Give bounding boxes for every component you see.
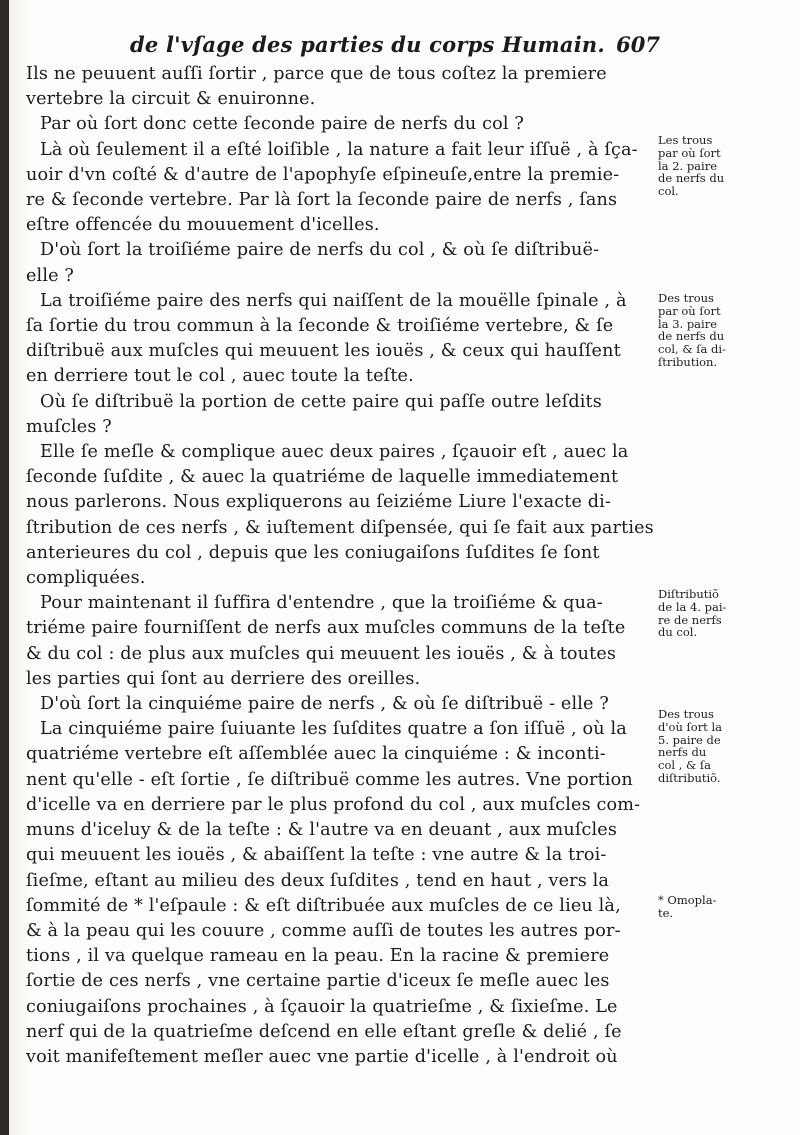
margin-note-third-pair [658,292,742,369]
page-number: 607 [616,32,660,57]
text-line: ſtribution de ces nerfs , & iuſtement diſpensée, qui ſe fait aux parties [26,517,654,538]
text-line: qui meuuent les iouës , & abaiſſent la teſte : vne autre & la troi- [26,845,607,866]
note-line: de la 4. pai- [658,599,727,614]
note-line: nerfs du [658,745,707,760]
text-line: & à la peau qui les couure , comme auſſi de toutes les autres por- [26,920,621,941]
text-line: voit manifeſtement meſler auec vne partie d'icelle , à l'endroit où [26,1046,618,1067]
text-line: anterieures du col , depuis que les coniugaiſons ſuſdites ſe ſont [26,542,600,563]
note-line: Des trous [658,707,714,721]
note-line: de nerfs du [658,171,725,186]
note-line: 5. paire de [658,732,721,747]
note-line: col. [658,184,679,199]
question-line: D'où ſort la troiſiéme paire de nerfs du col , & où ſe diſtribuë- [40,240,600,261]
margin-note-fourth-pair [658,588,742,639]
text-line: ſeconde ſuſdite , & auec la quatriéme de laquelle immediatement [26,467,619,488]
note-line: * Omopla- [658,893,717,907]
margin-note-fifth-pair [658,708,742,785]
note-line: par où ſort [658,303,721,318]
text-line: en derriere tout le col , auec toute la teſte. [26,366,414,387]
text-line: uoir d'vn coſté & d'autre de l'apophyſe eſpineuſe,entre la premie- [26,164,620,185]
text-line: ſa ſortie du trou commun à la ſeconde & troiſiéme vertebre, & ſe [26,316,614,337]
note-line: la 3. paire [658,316,718,331]
note-line: d'où ſort la [658,719,722,734]
text-line: nerf qui de la quatrieſme deſcend en elle eſtant greſle & delié , ſe [26,1021,622,1042]
margin-note-second-pair [658,134,742,198]
text-line: La cinquiéme paire ſuiuante les ſuſdites quatre a ſon iſſuë , où la [40,719,627,740]
margin-note-omoplate [658,894,742,920]
question-line: D'où ſort la cinquiéme paire de nerfs , & où ſe diſtribuë - elle ? [40,694,609,715]
text-line: Elle ſe meſle & complique auec deux paires , ſçauoir eſt , auec la [40,442,629,463]
text-line: muſcles ? [26,416,112,437]
text-line: vertebre la circuit & enuironne. [26,89,316,110]
note-line: re de nerfs [658,612,722,627]
margin-notes [658,0,790,1135]
running-title: de l'vſage des parties du corps Humain. [130,32,605,57]
page-binding-edge [0,0,9,1135]
text-line: Ils ne peuuent auſſi ſortir , parce que de tous coſtez la premiere [26,64,607,84]
text-line: & du col : de plus aux muſcles qui meuuent les iouës , & à toutes [26,643,617,664]
note-line: diſtributiõ. [658,770,721,785]
note-line: ſtribution. [658,354,718,369]
text-line: coniugaiſons prochaines , à ſçauoir la quatrieſme , & ſixieſme. Le [26,996,618,1017]
text-line: ſortie de ces nerfs , vne certaine partie d'iceux ſe meſle auec les [26,971,610,992]
note-line: col , & ſa [658,758,712,773]
text-line: les parties qui ſont au derriere des oreilles. [26,668,421,689]
text-line: nent qu'elle - eſt ſortie , ſe diſtribuë comme les autres. Vne portion [26,769,633,790]
text-line: elle ? [26,265,75,286]
text-line: triéme paire fourniſſent de nerfs aux muſcles communs de la teſte [26,618,626,639]
text-line: tions , il va quelque rameau en la peau. En la racine & premiere [26,946,610,967]
text-line: Là où ſeulement il a eſté loiſible , la nature a fait leur iſſuë , à ſça- [40,139,638,160]
main-text [26,62,654,1070]
note-line: du col. [658,625,698,640]
note-line: Diſtributiõ [658,587,719,601]
text-line: La troiſiéme paire des nerfs qui naiſſent de la mouëlle ſpinale , à [40,290,627,311]
running-head [130,30,660,60]
note-line: par où ſort [658,145,721,160]
text-line: quatriéme vertebre eſt aſſemblée auec la cinquiéme : & inconti- [26,744,606,765]
text-line: re & ſeconde vertebre. Par là ſort la ſeconde paire de nerfs , ſans [26,190,618,211]
text-line: d'icelle va en derriere par le plus profond du col , aux muſcles com- [26,794,641,815]
text-line: nous parlerons. Nous expliquerons au ſeiziéme Liure l'exacte di- [26,492,612,513]
note-line: Des trous [658,291,714,305]
text-line: ſommité de * l'eſpaule : & eſt diſtribuée aux muſcles de ce lieu là, [26,895,621,916]
note-line: col, & ſa di- [658,342,726,357]
question-line: Par où ſort donc cette ſeconde paire de nerfs du col ? [40,114,524,135]
note-line: te. [658,905,674,920]
text-line: compliquées. [26,568,146,589]
text-line: ſieſme, eſtant au milieu des deux ſuſdites , tend en haut , vers la [26,870,610,891]
note-line: la 2. paire [658,158,718,173]
note-line: Les trous [658,133,713,147]
note-line: de nerfs du [658,329,725,344]
text-line: diſtribuë aux muſcles qui meuuent les iouës , & ceux qui hauſſent [26,341,621,362]
text-line: eſtre offencée du mouuement d'icelles. [26,215,380,236]
text-line: Pour maintenant il ſuffira d'entendre , que la troiſiéme & qua- [40,593,603,614]
question-line: Où ſe diſtribuë la portion de cette paire qui paſſe outre leſdits [40,391,602,412]
text-line: muns d'iceluy & de la teſte : & l'autre va en deuant , aux muſcles [26,820,618,841]
